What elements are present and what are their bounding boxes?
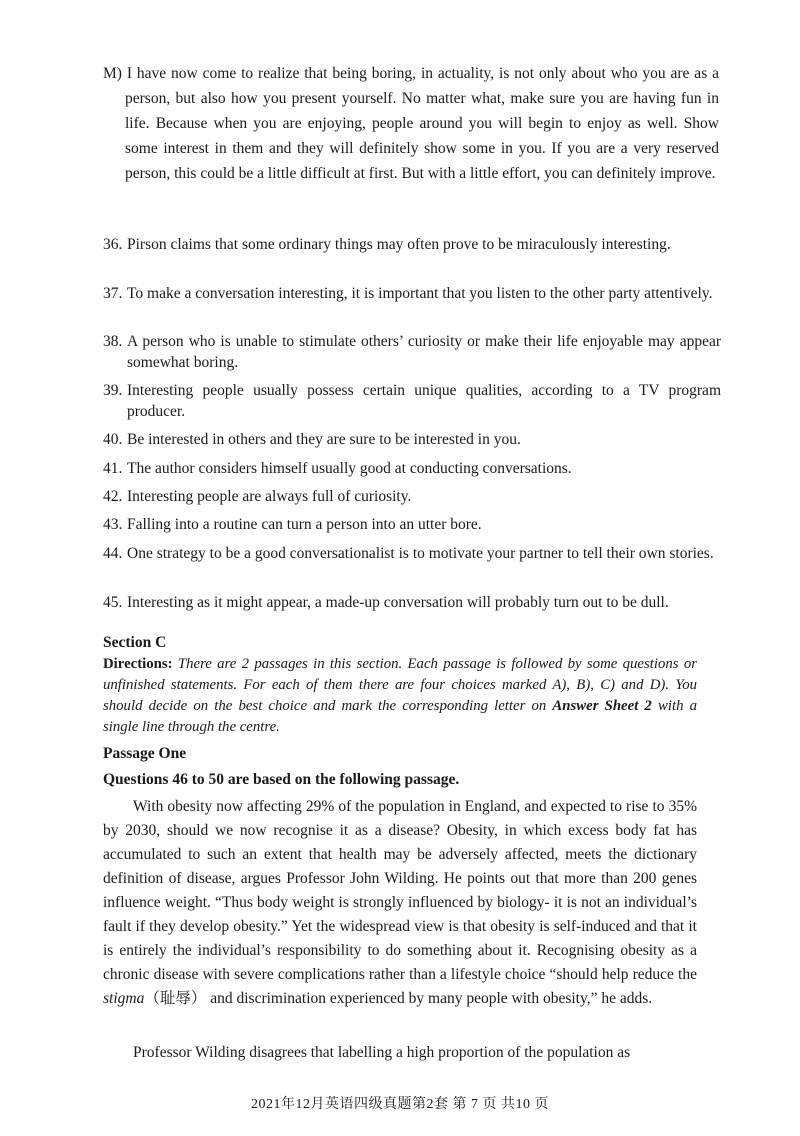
statement-text: Be interested in others and they are sure to be interested in you. xyxy=(127,431,521,448)
statement-45 xyxy=(103,592,721,613)
statement-37 xyxy=(103,283,721,304)
statement-39 xyxy=(103,380,721,422)
stigma-term: stigma xyxy=(103,990,145,1007)
statement-number: 40. xyxy=(103,431,123,448)
directions-text: There are 2 passages in this section. Each passage is followed by some questions or unfinished statements. For each of them there are four choices marked A), B), C) and D). You should decide on the best choice and mark the corresponding letter on xyxy=(103,656,697,714)
statement-43 xyxy=(103,514,721,535)
statement-40 xyxy=(103,429,721,450)
statement-number: 39. xyxy=(103,382,123,399)
stigma-gloss: （耻辱） xyxy=(144,990,207,1007)
paragraph-m: M) I have now come to realize that being boring, in actuality, is not only about who you are as a person, but also how you present yourself. No matter what, make sure you are having fun in life. Because when you are enjoying, people around you will begin to enjoy as well. Show some interest in them and they will definitely show some in you. If you are a very reserved person, this could be a little difficult at first. But with a little effort, you can definitely improve. xyxy=(103,65,719,182)
directions-label: Directions: xyxy=(103,656,173,672)
statement-text: Pirson claims that some ordinary things may often prove to be miraculously interesting. xyxy=(127,236,671,253)
section-c-title: Section C xyxy=(103,634,167,651)
statement-number: 38. xyxy=(103,333,123,350)
statement-number: 44. xyxy=(103,545,123,562)
statement-number: 42. xyxy=(103,488,123,505)
statement-text: Interesting as it might appear, a made-up conversation will probably turn out to be dull. xyxy=(127,594,669,611)
statement-text: One strategy to be a good conversationalist is to motivate your partner to tell their own stories. xyxy=(127,545,714,562)
statement-number: 37. xyxy=(103,285,123,302)
statement-text: To make a conversation interesting, it is important that you listen to the other party attentively. xyxy=(127,285,713,302)
answer-sheet-label: Answer Sheet 2 xyxy=(552,698,652,714)
page-footer: 2021年12月英语四级真题第2套 第 7 页 共10 页 xyxy=(251,1097,549,1112)
statement-38 xyxy=(103,331,721,373)
statement-41 xyxy=(103,458,721,479)
questions-heading: Questions 46 to 50 are based on the following passage. xyxy=(103,771,460,788)
passage-paragraph-1 xyxy=(103,795,697,1011)
statement-44 xyxy=(103,543,721,564)
statement-number: 43. xyxy=(103,516,123,533)
statement-42 xyxy=(103,486,721,507)
statement-text: Falling into a routine can turn a person into an utter bore. xyxy=(127,516,482,533)
statement-number: 45. xyxy=(103,594,123,611)
statement-number: 36. xyxy=(103,236,123,253)
section-c-directions xyxy=(103,654,697,738)
statement-number: 41. xyxy=(103,460,123,477)
statement-text: A person who is unable to stimulate others’ curiosity or make their life enjoyable may appear somewhat boring. xyxy=(127,333,721,371)
passage-text: With obesity now affecting 29% of the population in England, and expected to rise to 35% by 2030, should we now recognise it as a disease? Obesity, in which excess body fat has accumulated to such an extent that health may be adversely affected, meets the dictionary definition of disease, argues Professor John Wilding. He points out that more than 200 genes influence weight. “Thus body weight is strongly influenced by biology- it is not an individual’s fault if they develop obesity.” Yet the widespread view is that obesity is self-induced and that it is entirely the individual’s responsibility to do something about it. Recognising obesity as a chronic disease with severe complications rather than a lifestyle choice “should help reduce the xyxy=(103,798,697,983)
passage-paragraph-2: Professor Wilding disagrees that labelling a high proportion of the population as xyxy=(133,1044,631,1061)
statement-text: Interesting people are always full of curiosity. xyxy=(127,488,412,505)
statement-text: The author considers himself usually good at conducting conversations. xyxy=(127,460,572,477)
statement-36 xyxy=(103,234,721,255)
passage-one-title: Passage One xyxy=(103,745,187,762)
directions-end: with a single line through the centre. xyxy=(103,698,697,735)
passage-text-end: and discrimination experienced by many people with obesity,” he adds. xyxy=(206,990,653,1007)
statement-text: Interesting people usually possess certain unique qualities, according to a TV program producer. xyxy=(127,382,721,420)
